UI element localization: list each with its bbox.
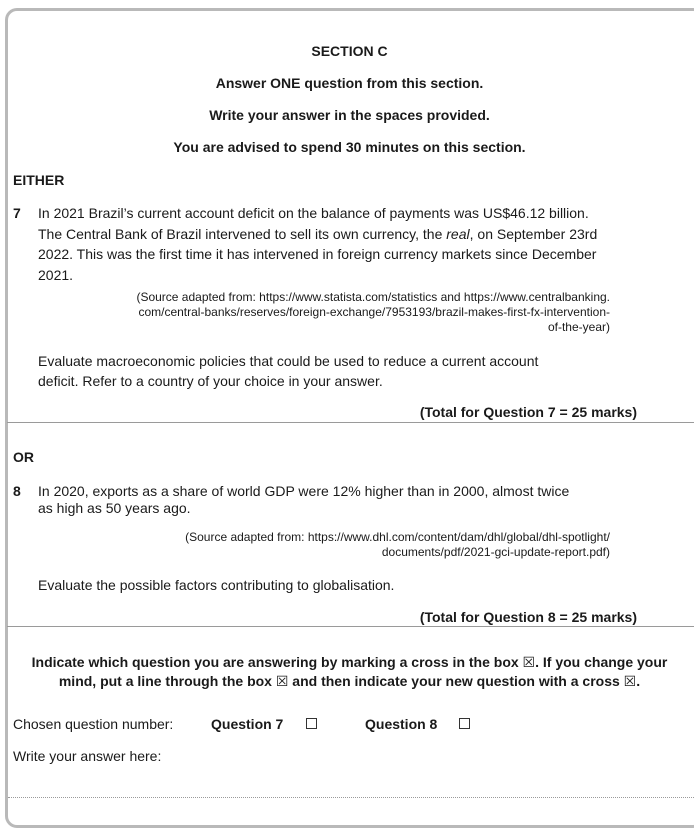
question-7-checkbox[interactable] <box>306 718 317 729</box>
question-8-option-label: Question 8 <box>365 716 438 732</box>
question-7-source: (Source adapted from: https://www.statista.com/statistics and https://www.centralbanking. com/central-banks/reserves/foreign-exchange/7953193/brazil-makes-first-fx-intervention- of-the-year) <box>136 290 610 334</box>
chosen-question-label: Chosen question number: <box>13 716 174 732</box>
question-8-task: Evaluate the possible factors contributing to globalisation. <box>38 577 395 593</box>
answer-prompt: Write your answer here: <box>13 748 162 764</box>
question-8-stimulus-line-2: as high as 50 years ago. <box>38 500 191 516</box>
question-7-stimulus: In 2021 Brazil’s current account deficit on the balance of payments was US$46.12 billion. The Central Bank of Brazil intervened to sell its own currency, the real, on September 23rd 2022. This was the first time it has intervened in foreign currency markets since December 2021. <box>38 205 598 283</box>
question-8-checkbox[interactable] <box>459 718 470 729</box>
or-label: OR <box>13 449 34 465</box>
either-label: EITHER <box>13 172 65 188</box>
section-title: SECTION C <box>311 43 388 59</box>
divider <box>7 422 694 423</box>
answer-line[interactable] <box>8 797 694 798</box>
question-8-source: (Source adapted from: https://www.dhl.com/content/dam/dhl/global/dhl-spotlight/ documents/pdf/2021-gci-update-report.pdf) <box>185 530 610 559</box>
question-8-number: 8 <box>13 483 21 499</box>
instruction-write-spaces: Write your answer in the spaces provided. <box>209 107 490 123</box>
question-8-total: (Total for Question 8 = 25 marks) <box>419 609 637 625</box>
indicate-instruction-line-2: mind, put a line through the box ☒ and then indicate your new question with a cross ☒. <box>58 673 641 689</box>
question-7-task-line-2: deficit. Refer to a country of your choice in your answer. <box>38 373 383 389</box>
question-7-number: 7 <box>13 205 21 221</box>
instruction-answer-one: Answer ONE question from this section. <box>215 75 484 91</box>
indicate-instruction-line-1: Indicate which question you are answering by marking a cross in the box ☒. If you change your <box>31 654 668 670</box>
question-7-option-label: Question 7 <box>211 716 284 732</box>
instruction-time: You are advised to spend 30 minutes on this section. <box>173 139 526 155</box>
question-7-task-line-1: Evaluate macroeconomic policies that could be used to reduce a current account <box>38 353 539 369</box>
divider <box>7 626 694 627</box>
question-7-total: (Total for Question 7 = 25 marks) <box>419 404 637 420</box>
question-8-stimulus-line-1: In 2020, exports as a share of world GDP were 12% higher than in 2000, almost twice <box>38 483 570 499</box>
